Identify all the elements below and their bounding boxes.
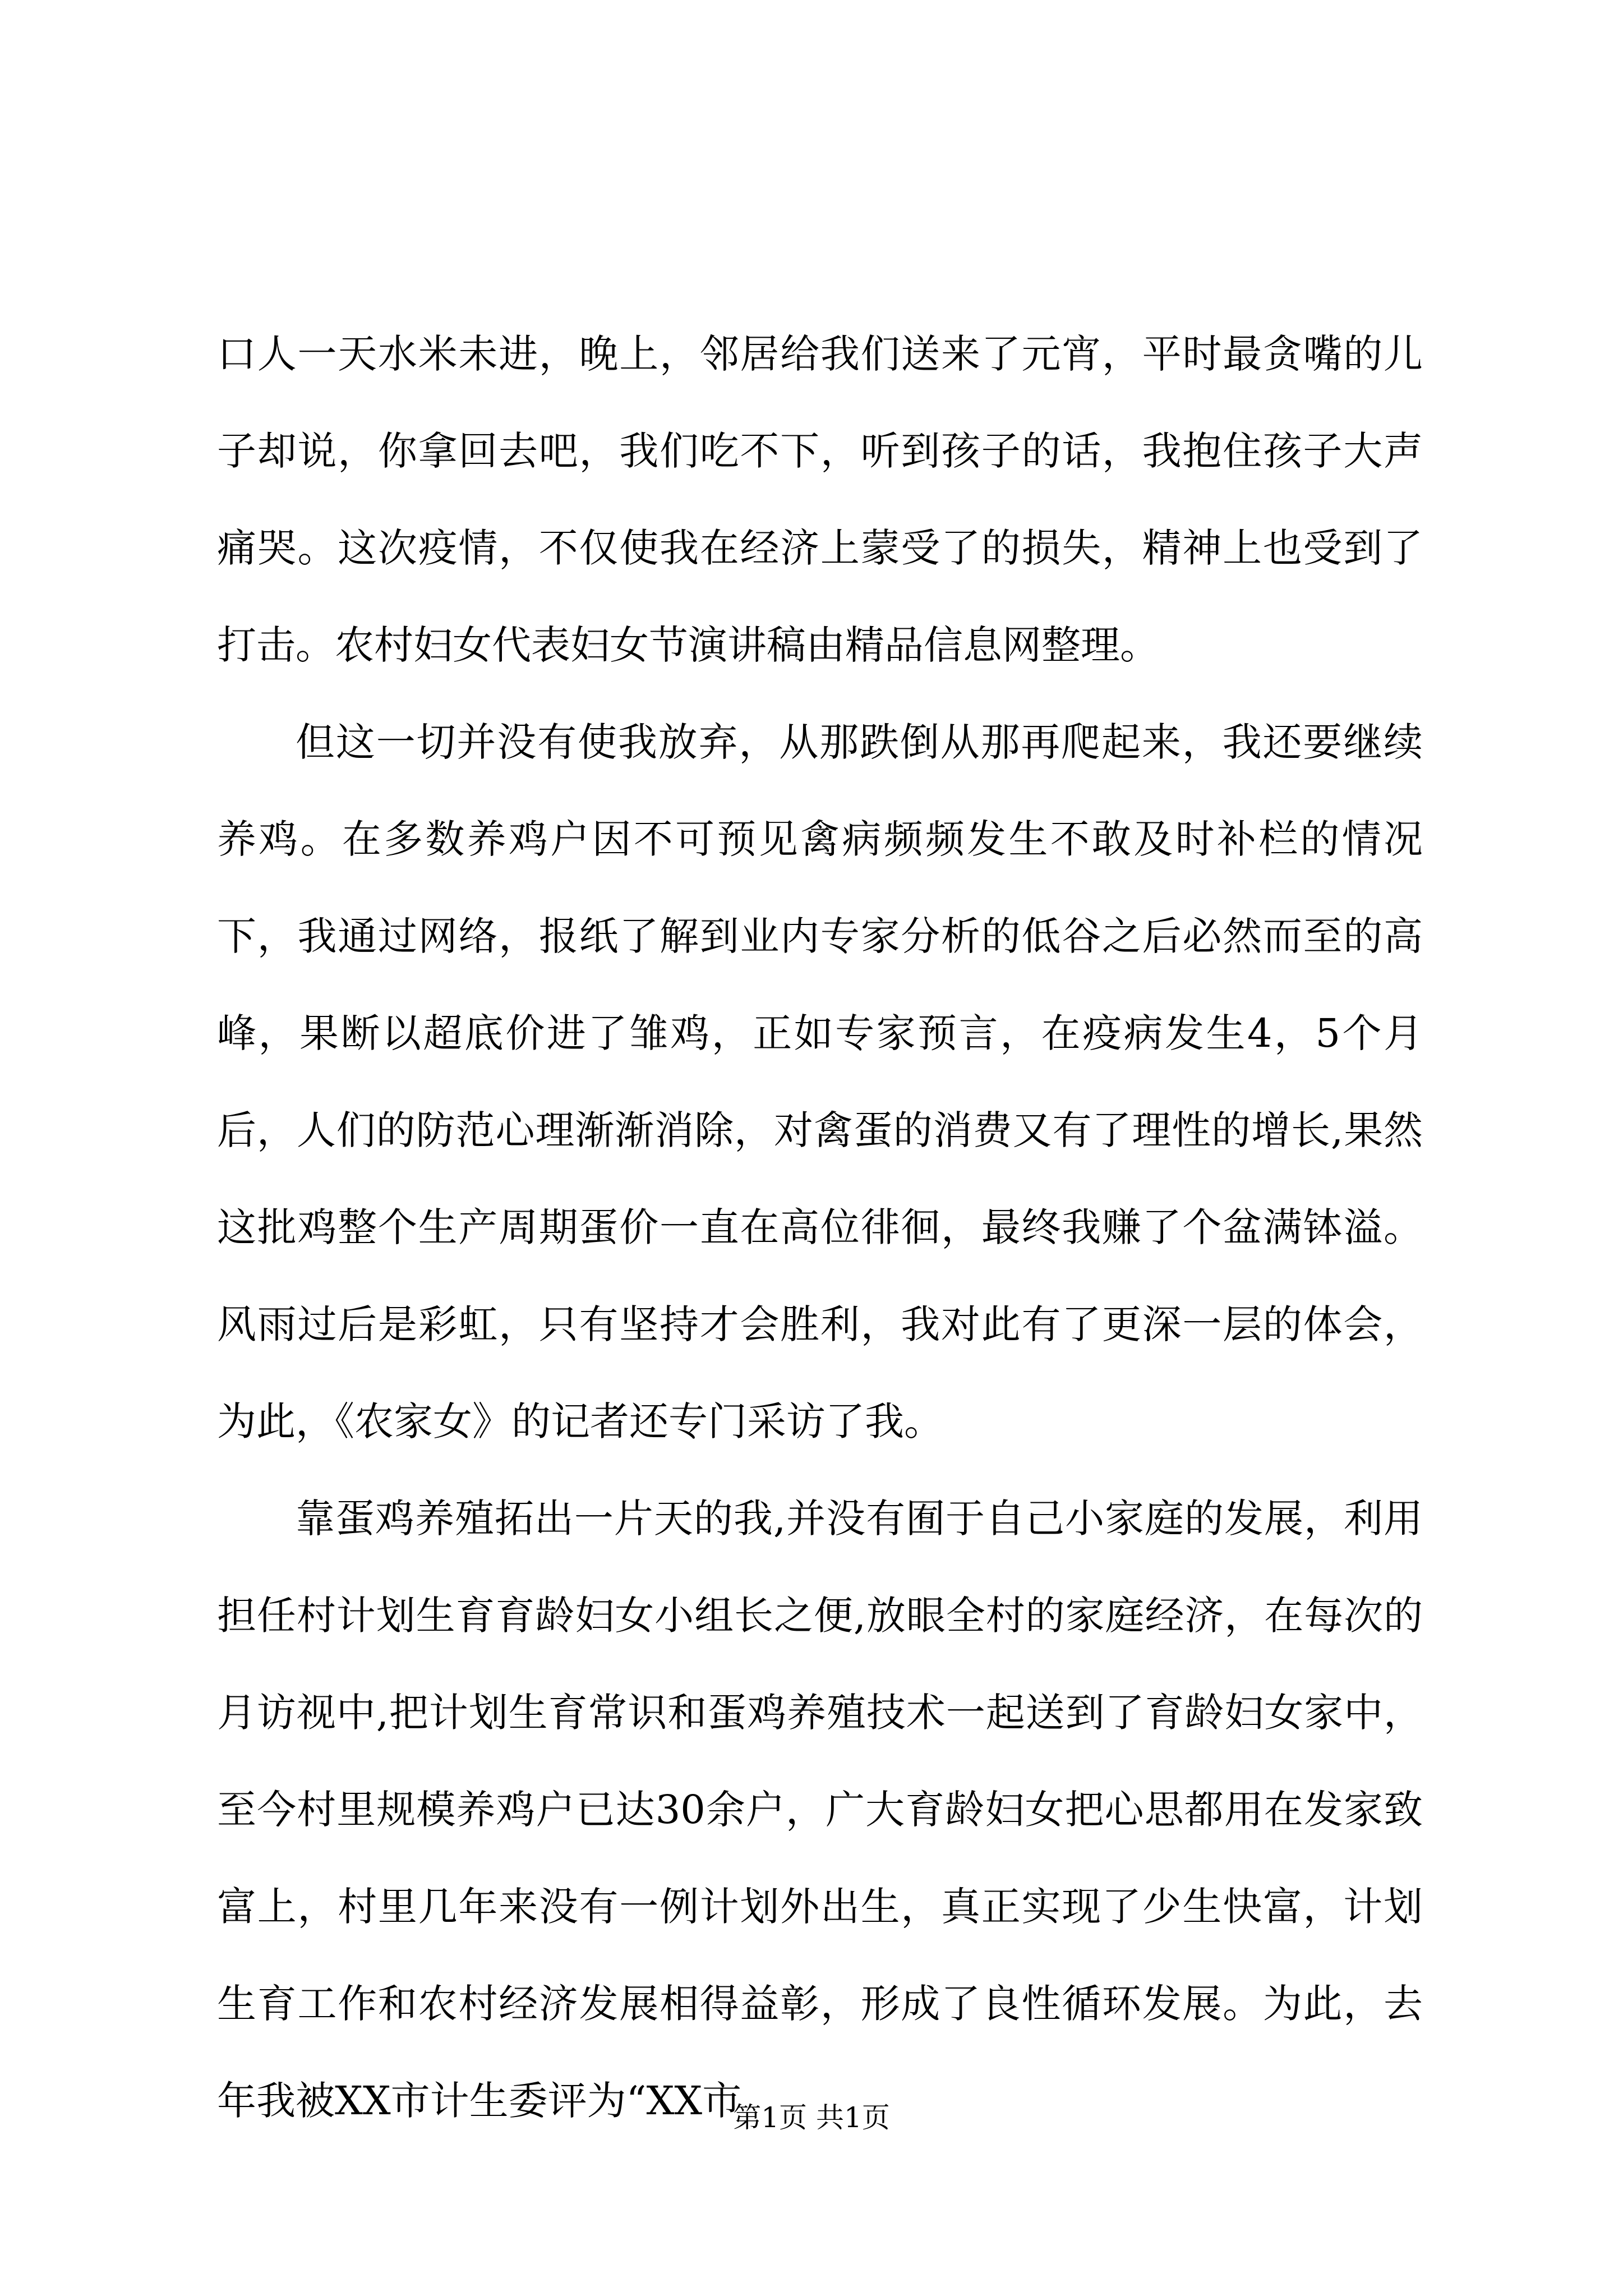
page-number: 第1页 共1页 [733, 2101, 890, 2134]
document-body [217, 306, 1423, 2150]
paragraph-continuation: 口人一天水米未进，晚上，邻居给我们送来了元宵，平时最贪嘴的儿子却说，你拿回去吧，我们吃不下，听到孩子的话，我抱住孩子大声痛哭。这次疫情，不仅使我在经济上蒙受了的损失，精神上也受到了打击。农村妇女代表妇女节演讲稿由精品信息网整理。 [217, 331, 1423, 668]
page-footer [0, 2101, 1623, 2134]
paragraph: 靠蛋鸡养殖拓出一片天的我,并没有囿于自己小家庭的发展，利用担任村计划生育育龄妇女小组长之便,放眼全村的家庭经济，在每次的月访视中,把计划生育常识和蛋鸡养殖技术一起送到了育龄妇女家中，至今村里规模养鸡户已达30余户，广大育龄妇女把心思都用在发家致富上，村里几年来没有一例计划外出生，真正实现了少生快富，计划生育工作和农村经济发展相得益彰，形成了良性循环发展。为此，去年我被XX市计生委评为“XX市 [217, 1496, 1423, 2124]
paragraph: 但这一切并没有使我放弃，从那跌倒从那再爬起来，我还要继续养鸡。在多数养鸡户因不可预见禽病频频发生不敢及时补栏的情况下，我通过网络，报纸了解到业内专家分析的低谷之后必然而至的高峰，果断以超底价进了雏鸡，正如专家预言，在疫病发生4，5个月后，人们的防范心理渐渐消除，对禽蛋的消费又有了理性的增长,果然这批鸡整个生产周期蛋价一直在高位徘徊，最终我赚了个盆满钵溢。风雨过后是彩虹，只有坚持才会胜利，我对此有了更深一层的体会，为此，《农家女》的记者还专门采访了我。 [217, 719, 1423, 1444]
